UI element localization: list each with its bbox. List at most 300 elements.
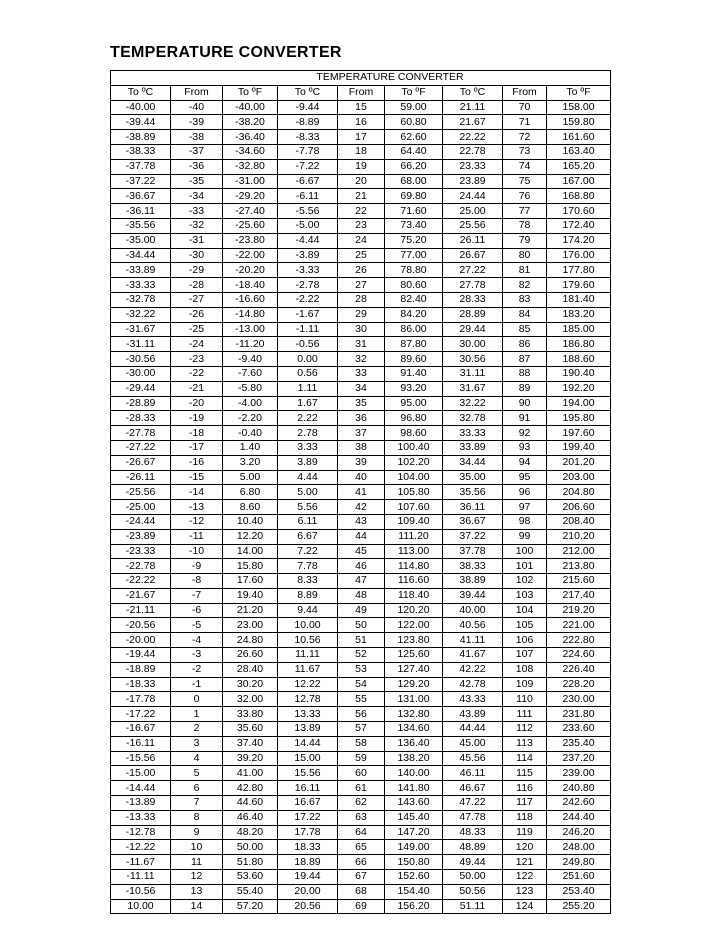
table-cell: 16 xyxy=(338,115,385,130)
table-cell: 15 xyxy=(338,100,385,115)
table-cell: -28 xyxy=(171,278,223,293)
table-row xyxy=(111,751,611,766)
table-cell: 61 xyxy=(338,781,385,796)
table-cell: 98.60 xyxy=(385,426,443,441)
table-cell: 77 xyxy=(503,204,547,219)
table-cell: 48.89 xyxy=(443,840,503,855)
table-cell: 60 xyxy=(338,766,385,781)
table-cell: 48 xyxy=(338,588,385,603)
table-cell: 51 xyxy=(338,633,385,648)
table-cell: 170.60 xyxy=(547,204,611,219)
table-cell: 24.80 xyxy=(223,633,278,648)
table-cell: -21 xyxy=(171,381,223,396)
table-cell: 89.60 xyxy=(385,352,443,367)
column-header: To ºF xyxy=(547,85,611,100)
table-cell: -6.67 xyxy=(278,174,338,189)
table-cell: 103 xyxy=(503,588,547,603)
table-cell: 8 xyxy=(171,810,223,825)
table-cell: -7.22 xyxy=(278,159,338,174)
table-cell: -25 xyxy=(171,322,223,337)
table-row xyxy=(111,189,611,204)
table-cell: 42.78 xyxy=(443,677,503,692)
column-header: To ºC xyxy=(443,85,503,100)
table-cell: -31.11 xyxy=(111,337,171,352)
table-cell: 44.44 xyxy=(443,722,503,737)
table-cell: 121 xyxy=(503,855,547,870)
table-cell: 174.20 xyxy=(547,233,611,248)
table-cell: 30 xyxy=(338,322,385,337)
table-cell: 17 xyxy=(338,130,385,145)
table-cell: -12 xyxy=(171,514,223,529)
table-cell: 104 xyxy=(503,603,547,618)
table-cell: -10 xyxy=(171,544,223,559)
table-cell: 26 xyxy=(338,263,385,278)
table-cell: 72 xyxy=(503,130,547,145)
table-cell: -24 xyxy=(171,337,223,352)
table-cell: 246.20 xyxy=(547,825,611,840)
table-cell: -11.11 xyxy=(111,870,171,885)
table-cell: 36 xyxy=(338,411,385,426)
table-cell: 65 xyxy=(338,840,385,855)
table-cell: 8.89 xyxy=(278,588,338,603)
table-cell: 105.80 xyxy=(385,485,443,500)
column-header: To ºC xyxy=(111,85,171,100)
table-cell: 255.20 xyxy=(547,899,611,914)
table-cell: 132.80 xyxy=(385,707,443,722)
table-cell: 25.56 xyxy=(443,218,503,233)
table-cell: 231.80 xyxy=(547,707,611,722)
table-cell: 228.20 xyxy=(547,677,611,692)
table-row xyxy=(111,130,611,145)
table-cell: 31.11 xyxy=(443,366,503,381)
table-cell: 222.80 xyxy=(547,633,611,648)
table-row xyxy=(111,736,611,751)
column-header: To ºF xyxy=(223,85,278,100)
table-cell: -35.56 xyxy=(111,218,171,233)
table-cell: 179.60 xyxy=(547,278,611,293)
table-cell: 101 xyxy=(503,559,547,574)
table-cell: 41 xyxy=(338,485,385,500)
table-row xyxy=(111,426,611,441)
table-row xyxy=(111,618,611,633)
caption-spacer-right xyxy=(547,71,611,86)
table-cell: 95 xyxy=(503,470,547,485)
table-cell: 106 xyxy=(503,633,547,648)
table-cell: 73.40 xyxy=(385,218,443,233)
table-cell: 1.40 xyxy=(223,440,278,455)
table-cell: 197.60 xyxy=(547,426,611,441)
table-cell: 88 xyxy=(503,366,547,381)
table-cell: -38 xyxy=(171,130,223,145)
table-cell: -40.00 xyxy=(111,100,171,115)
table-cell: 138.20 xyxy=(385,751,443,766)
table-cell: 188.60 xyxy=(547,352,611,367)
table-cell: 43 xyxy=(338,514,385,529)
table-cell: -5.00 xyxy=(278,218,338,233)
table-cell: 102 xyxy=(503,574,547,589)
table-cell: 37.78 xyxy=(443,544,503,559)
table-cell: 136.40 xyxy=(385,736,443,751)
table-cell: -32 xyxy=(171,218,223,233)
page-title: TEMPERATURE CONVERTER xyxy=(110,44,342,61)
table-cell: 53 xyxy=(338,662,385,677)
table-cell: 26.60 xyxy=(223,648,278,663)
table-cell: 141.80 xyxy=(385,781,443,796)
table-cell: -27 xyxy=(171,292,223,307)
table-cell: 199.40 xyxy=(547,440,611,455)
table-row xyxy=(111,278,611,293)
table-cell: 226.40 xyxy=(547,662,611,677)
table-cell: -19 xyxy=(171,411,223,426)
table-cell: 24 xyxy=(338,233,385,248)
table-cell: 86.00 xyxy=(385,322,443,337)
table-row xyxy=(111,396,611,411)
table-cell: 32.78 xyxy=(443,411,503,426)
table-row xyxy=(111,810,611,825)
table-cell: 47.78 xyxy=(443,810,503,825)
table-row xyxy=(111,411,611,426)
table-cell: 163.40 xyxy=(547,144,611,159)
table-cell: 75.20 xyxy=(385,233,443,248)
table-cell: 9 xyxy=(171,825,223,840)
table-cell: 26.11 xyxy=(443,233,503,248)
table-cell: -12.22 xyxy=(111,840,171,855)
table-cell: 2.22 xyxy=(278,411,338,426)
table-cell: 248.00 xyxy=(547,840,611,855)
table-cell: 1 xyxy=(171,707,223,722)
table-cell: 105 xyxy=(503,618,547,633)
table-cell: 64.40 xyxy=(385,144,443,159)
table-cell: 249.80 xyxy=(547,855,611,870)
table-cell: 44.60 xyxy=(223,796,278,811)
table-cell: 147.20 xyxy=(385,825,443,840)
table-cell: -7.78 xyxy=(278,144,338,159)
table-cell: -3.33 xyxy=(278,263,338,278)
table-cell: 192.20 xyxy=(547,381,611,396)
table-cell: -36.40 xyxy=(223,130,278,145)
caption-spacer-left xyxy=(223,71,278,86)
table-cell: 69 xyxy=(338,899,385,914)
table-cell: 63 xyxy=(338,810,385,825)
table-cell: 57 xyxy=(338,722,385,737)
table-cell: -18 xyxy=(171,426,223,441)
table-cell: 43.89 xyxy=(443,707,503,722)
table-cell: 21.20 xyxy=(223,603,278,618)
table-cell: -29 xyxy=(171,263,223,278)
table-cell: 28.89 xyxy=(443,307,503,322)
column-header: From xyxy=(503,85,547,100)
table-cell: 59.00 xyxy=(385,100,443,115)
table-cell: -0.56 xyxy=(278,337,338,352)
table-cell: 140.00 xyxy=(385,766,443,781)
table-cell: 19 xyxy=(338,159,385,174)
table-cell: 49.44 xyxy=(443,855,503,870)
table-cell: 94 xyxy=(503,455,547,470)
table-caption: TEMPERATURE CONVERTER xyxy=(278,71,503,86)
table-cell: 22 xyxy=(338,204,385,219)
table-cell: 82 xyxy=(503,278,547,293)
table-row xyxy=(111,455,611,470)
table-cell: -18.40 xyxy=(223,278,278,293)
table-cell: 37.22 xyxy=(443,529,503,544)
table-cell: -25.00 xyxy=(111,500,171,515)
table-cell: 90 xyxy=(503,396,547,411)
table-cell: 152.60 xyxy=(385,870,443,885)
table-row xyxy=(111,603,611,618)
table-cell: -5 xyxy=(171,618,223,633)
table-cell: 8.33 xyxy=(278,574,338,589)
table-cell: 233.60 xyxy=(547,722,611,737)
table-cell: 124 xyxy=(503,899,547,914)
table-cell: 50 xyxy=(338,618,385,633)
table-cell: 239.00 xyxy=(547,766,611,781)
table-cell: 32.22 xyxy=(443,396,503,411)
table-cell: 120 xyxy=(503,840,547,855)
table-cell: -15.00 xyxy=(111,766,171,781)
table-row xyxy=(111,633,611,648)
table-cell: 45.56 xyxy=(443,751,503,766)
table-cell: 14.00 xyxy=(223,544,278,559)
table-cell: 87 xyxy=(503,352,547,367)
table-cell: 60.80 xyxy=(385,115,443,130)
table-row xyxy=(111,100,611,115)
table-cell: -25.60 xyxy=(223,218,278,233)
table-cell: 33 xyxy=(338,366,385,381)
table-row xyxy=(111,544,611,559)
table-cell: -9.40 xyxy=(223,352,278,367)
table-cell: 76 xyxy=(503,189,547,204)
table-cell: 1.67 xyxy=(278,396,338,411)
table-cell: 203.00 xyxy=(547,470,611,485)
table-cell: 99 xyxy=(503,529,547,544)
table-cell: 213.80 xyxy=(547,559,611,574)
table-cell: -20.20 xyxy=(223,263,278,278)
table-cell: 48.20 xyxy=(223,825,278,840)
table-cell: 91.40 xyxy=(385,366,443,381)
table-row xyxy=(111,648,611,663)
table-cell: 201.20 xyxy=(547,455,611,470)
table-cell: -36 xyxy=(171,159,223,174)
table-body xyxy=(111,100,611,914)
table-cell: -2.78 xyxy=(278,278,338,293)
table-row xyxy=(111,722,611,737)
table-cell: -28.33 xyxy=(111,411,171,426)
table-row xyxy=(111,144,611,159)
table-cell: -17 xyxy=(171,440,223,455)
table-cell: 123 xyxy=(503,884,547,899)
table-cell: -23.80 xyxy=(223,233,278,248)
table-cell: 85 xyxy=(503,322,547,337)
table-cell: -1.11 xyxy=(278,322,338,337)
table-cell: 113.00 xyxy=(385,544,443,559)
table-row xyxy=(111,825,611,840)
table-cell: 66 xyxy=(338,855,385,870)
table-cell: 80.60 xyxy=(385,278,443,293)
table-cell: 86 xyxy=(503,337,547,352)
table-cell: 62.60 xyxy=(385,130,443,145)
table-cell: -12.78 xyxy=(111,825,171,840)
table-cell: -21.67 xyxy=(111,588,171,603)
table-cell: 7.78 xyxy=(278,559,338,574)
table-cell: 16.11 xyxy=(278,781,338,796)
table-row xyxy=(111,514,611,529)
table-cell: -33.89 xyxy=(111,263,171,278)
table-cell: 46.40 xyxy=(223,810,278,825)
table-cell: -13.33 xyxy=(111,810,171,825)
table-cell: 34 xyxy=(338,381,385,396)
table-cell: 13.33 xyxy=(278,707,338,722)
table-cell: 41.00 xyxy=(223,766,278,781)
table-cell: 242.60 xyxy=(547,796,611,811)
table-cell: -4.00 xyxy=(223,396,278,411)
table-cell: 38.33 xyxy=(443,559,503,574)
table-cell: 64 xyxy=(338,825,385,840)
table-row xyxy=(111,352,611,367)
table-cell: -27.40 xyxy=(223,204,278,219)
table-cell: 35.60 xyxy=(223,722,278,737)
table-cell: -34.44 xyxy=(111,248,171,263)
table-cell: 18.33 xyxy=(278,840,338,855)
table-cell: -14.44 xyxy=(111,781,171,796)
table-row xyxy=(111,381,611,396)
table-cell: 120.20 xyxy=(385,603,443,618)
table-cell: 71.60 xyxy=(385,204,443,219)
table-cell: -18.89 xyxy=(111,662,171,677)
table-cell: -31.00 xyxy=(223,174,278,189)
table-cell: -28.89 xyxy=(111,396,171,411)
table-cell: 30.56 xyxy=(443,352,503,367)
table-cell: -16.67 xyxy=(111,722,171,737)
table-cell: 96.80 xyxy=(385,411,443,426)
table-cell: 149.00 xyxy=(385,840,443,855)
table-cell: -8 xyxy=(171,574,223,589)
table-cell: -9 xyxy=(171,559,223,574)
table-cell: 30.20 xyxy=(223,677,278,692)
table-cell: -23.33 xyxy=(111,544,171,559)
table-cell: -14.80 xyxy=(223,307,278,322)
table-cell: -26.67 xyxy=(111,455,171,470)
table-row xyxy=(111,840,611,855)
table-cell: 89 xyxy=(503,381,547,396)
table-cell: 5.56 xyxy=(278,500,338,515)
table-cell: 3.89 xyxy=(278,455,338,470)
table-cell: -36.67 xyxy=(111,189,171,204)
table-cell: -11.20 xyxy=(223,337,278,352)
table-cell: 244.40 xyxy=(547,810,611,825)
table-cell: -13 xyxy=(171,500,223,515)
table-cell: -0.40 xyxy=(223,426,278,441)
table-cell: 23.89 xyxy=(443,174,503,189)
table-cell: 71 xyxy=(503,115,547,130)
table-cell: 25 xyxy=(338,248,385,263)
table-cell: -32.78 xyxy=(111,292,171,307)
table-cell: 69.80 xyxy=(385,189,443,204)
table-cell: 111 xyxy=(503,707,547,722)
table-cell: 145.40 xyxy=(385,810,443,825)
converter-table xyxy=(110,70,611,914)
table-cell: 78 xyxy=(503,218,547,233)
table-cell: -24.44 xyxy=(111,514,171,529)
table-cell: -16 xyxy=(171,455,223,470)
table-cell: -29.44 xyxy=(111,381,171,396)
table-cell: -2 xyxy=(171,662,223,677)
table-cell: 102.20 xyxy=(385,455,443,470)
table-cell: 59 xyxy=(338,751,385,766)
table-cell: 172.40 xyxy=(547,218,611,233)
table-cell: 0.56 xyxy=(278,366,338,381)
table-cell: -1.67 xyxy=(278,307,338,322)
table-cell: -10.56 xyxy=(111,884,171,899)
table-cell: 32 xyxy=(338,352,385,367)
table-row xyxy=(111,662,611,677)
table-cell: 17.60 xyxy=(223,574,278,589)
table-cell: 15.00 xyxy=(278,751,338,766)
table-cell: 118.40 xyxy=(385,588,443,603)
table-row xyxy=(111,322,611,337)
table-cell: 224.60 xyxy=(547,648,611,663)
table-cell: 125.60 xyxy=(385,648,443,663)
table-cell: 107.60 xyxy=(385,500,443,515)
table-cell: -40.00 xyxy=(223,100,278,115)
table-cell: -14 xyxy=(171,485,223,500)
table-cell: -13.89 xyxy=(111,796,171,811)
table-cell: 0.00 xyxy=(278,352,338,367)
table-cell: 129.20 xyxy=(385,677,443,692)
table-cell: 35.00 xyxy=(443,470,503,485)
table-cell: 23.33 xyxy=(443,159,503,174)
table-cell: -31 xyxy=(171,233,223,248)
table-cell: -22.22 xyxy=(111,574,171,589)
table-cell: 39.44 xyxy=(443,588,503,603)
table-cell: 40 xyxy=(338,470,385,485)
table-cell: 87.80 xyxy=(385,337,443,352)
table-row xyxy=(111,218,611,233)
table-cell: 3.20 xyxy=(223,455,278,470)
table-cell: -4 xyxy=(171,633,223,648)
table-cell: 39.20 xyxy=(223,751,278,766)
table-cell: -32.80 xyxy=(223,159,278,174)
table-cell: -18.33 xyxy=(111,677,171,692)
table-cell: 29.44 xyxy=(443,322,503,337)
table-cell: 66.20 xyxy=(385,159,443,174)
table-cell: 212.00 xyxy=(547,544,611,559)
table-row xyxy=(111,366,611,381)
table-cell: 47.22 xyxy=(443,796,503,811)
table-cell: -6.11 xyxy=(278,189,338,204)
table-cell: -2.22 xyxy=(278,292,338,307)
table-cell: 55 xyxy=(338,692,385,707)
table-cell: 2.78 xyxy=(278,426,338,441)
table-cell: 122.00 xyxy=(385,618,443,633)
table-cell: 16.67 xyxy=(278,796,338,811)
table-cell: 122 xyxy=(503,870,547,885)
table-row xyxy=(111,500,611,515)
table-cell: -34.60 xyxy=(223,144,278,159)
table-cell: 190.40 xyxy=(547,366,611,381)
table-cell: 41.11 xyxy=(443,633,503,648)
table-cell: 8.60 xyxy=(223,500,278,515)
table-cell: 35 xyxy=(338,396,385,411)
table-cell: 10 xyxy=(171,840,223,855)
table-cell: 82.40 xyxy=(385,292,443,307)
table-cell: 111.20 xyxy=(385,529,443,544)
table-cell: -1 xyxy=(171,677,223,692)
table-cell: 37.40 xyxy=(223,736,278,751)
table-cell: 96 xyxy=(503,485,547,500)
table-cell: 10.56 xyxy=(278,633,338,648)
table-cell: 28.40 xyxy=(223,662,278,677)
table-cell: 150.80 xyxy=(385,855,443,870)
